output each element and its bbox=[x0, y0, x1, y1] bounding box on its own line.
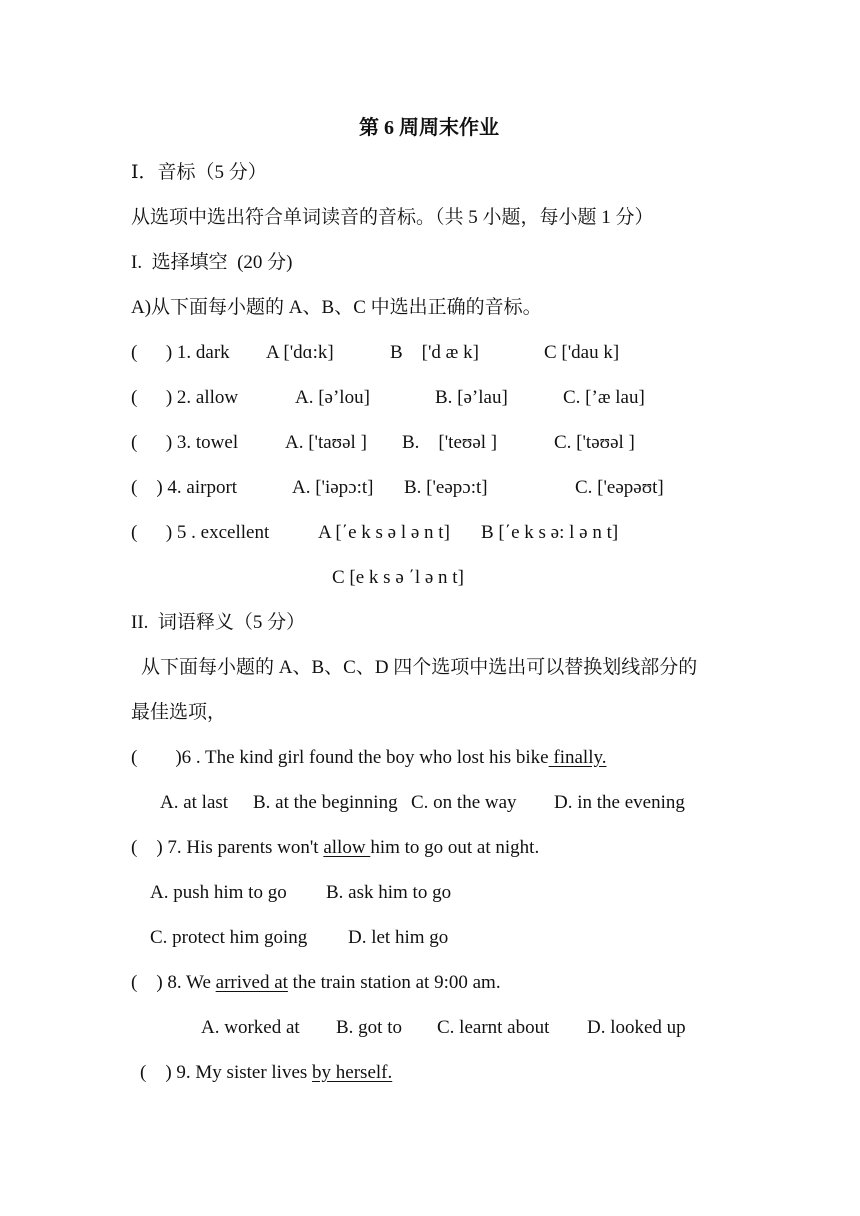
question-8-option-a: A. worked at bbox=[201, 1017, 300, 1038]
question-4-stem: ( ) 4. airport bbox=[131, 477, 238, 498]
question-9-line bbox=[140, 1061, 392, 1085]
section2-instruction-line1: 从下面每小题的 A、B、C、D 四个选项中选出可以替换划线部分的 bbox=[141, 657, 698, 678]
question-8-option-d: D. looked up bbox=[587, 1017, 686, 1038]
question-7-underlined: allow bbox=[323, 837, 371, 858]
question-6-option-a: A. at last bbox=[160, 792, 229, 813]
question-8-stem: ( ) 8. We bbox=[131, 972, 216, 993]
question-5-option-b: B [΄e k s ə: l ə n t] bbox=[481, 522, 619, 543]
question-4-option-a: A. ['iəpɔ:t] bbox=[292, 477, 374, 498]
section-choice-heading: I. 选择填空 (20 分) bbox=[131, 252, 293, 273]
question-1-option-b: B ['d æ k] bbox=[390, 342, 479, 363]
question-8-option-b: B. got to bbox=[336, 1017, 402, 1038]
question-3-option-b: B. ['teʊəl ] bbox=[402, 432, 498, 453]
question-1-stem: ( ) 1. dark bbox=[131, 342, 230, 363]
question-5-stem: ( ) 5 . excellent bbox=[131, 522, 270, 543]
question-5-option-c: C [e k s ə ΄l ə n t] bbox=[332, 567, 464, 588]
question-3-stem: ( ) 3. towel bbox=[131, 432, 239, 453]
question-4-option-c: C. ['eəpəʊt] bbox=[575, 477, 664, 498]
section2-instruction-line2: 最佳选项， bbox=[131, 702, 227, 723]
section1-instruction: 从选项中选出符合单词读音的音标。（共 5 小题，每小题 1 分） bbox=[131, 207, 654, 228]
question-6-option-c: C. on the way bbox=[411, 792, 517, 813]
question-7-option-d: D. let him go bbox=[348, 927, 449, 948]
question-3-option-c: C. ['təʊəl ] bbox=[554, 432, 635, 453]
question-2-option-a: A. [ə’lou] bbox=[295, 387, 370, 408]
question-6-stem: ( )6 . The kind girl found the boy who lost his bike bbox=[131, 747, 549, 768]
question-3-option-a: A. ['taʊəl ] bbox=[285, 432, 367, 453]
question-5-option-a: A [΄e k s ə l ə n t] bbox=[318, 522, 450, 543]
question-6-line bbox=[131, 746, 607, 770]
question-2-option-c: C. [’æ lau] bbox=[563, 387, 645, 408]
question-2-stem: ( ) 2. allow bbox=[131, 387, 239, 408]
section-choice-instruction: A)从下面每小题的 A、B、C 中选出正确的音标。 bbox=[131, 297, 542, 318]
question-8-stem-end: the train station at 9:00 am. bbox=[287, 972, 501, 993]
page-title: 第 6 周周末作业 bbox=[359, 117, 499, 139]
question-9-underlined: by herself. bbox=[312, 1062, 393, 1083]
question-8-option-c: C. learnt about bbox=[437, 1017, 550, 1038]
question-7-option-a: A. push him to go bbox=[150, 882, 287, 903]
question-6-option-d: D. in the evening bbox=[554, 792, 685, 813]
question-6-underlined: finally. bbox=[548, 747, 607, 768]
question-8-underlined: arrived at bbox=[215, 972, 288, 993]
question-7-line bbox=[131, 836, 539, 860]
question-4-option-b: B. ['eəpɔ:t] bbox=[404, 477, 488, 498]
section1-heading: Ⅰ．音标（5 分） bbox=[131, 162, 267, 183]
question-7-option-c: C. protect him going bbox=[150, 927, 308, 948]
question-9-stem: ( ) 9. My sister lives bbox=[140, 1062, 313, 1083]
question-2-option-b: B. [ə’lau] bbox=[435, 387, 508, 408]
question-7-stem-end: him to go out at night. bbox=[370, 837, 540, 858]
question-6-option-b: B. at the beginning bbox=[253, 792, 398, 813]
question-8-line bbox=[131, 971, 501, 995]
question-1-option-c: C ['dau k] bbox=[544, 342, 620, 363]
section2-heading: II. 词语释义（5 分） bbox=[131, 612, 306, 633]
question-1-option-a: A ['dɑ:k] bbox=[266, 342, 334, 363]
question-7-stem: ( ) 7. His parents won't bbox=[131, 837, 324, 858]
question-7-option-b: B. ask him to go bbox=[326, 882, 452, 903]
